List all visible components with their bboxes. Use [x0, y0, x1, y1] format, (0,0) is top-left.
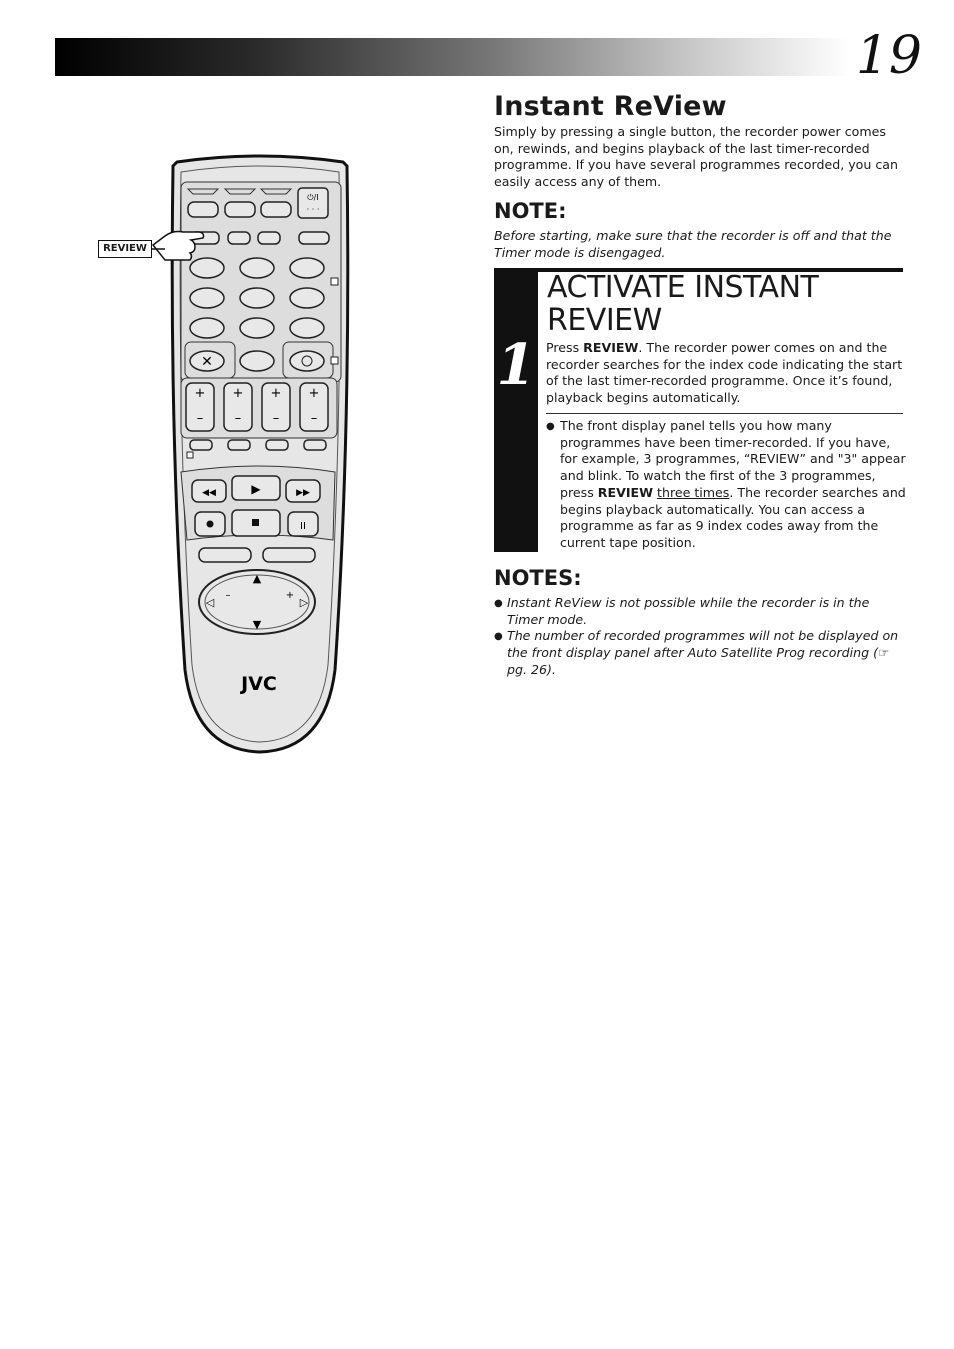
svg-text:▶▶: ▶▶	[296, 488, 310, 498]
notes-list-item	[494, 628, 906, 678]
notes-heading: NOTES:	[494, 566, 582, 590]
step-title	[547, 271, 907, 337]
section-title: Instant ReView	[494, 91, 727, 122]
step-title-line1: ACTIVATE INSTANT	[547, 270, 819, 305]
svg-text:+: +	[285, 590, 295, 601]
bullet-text-part1: The front display panel tells you how many programmes have been timer-recorded. If you have, for example, 3 programmes, “REVIEW” and "3" appear and blink. To watch the first of the 3 programmes, press	[560, 418, 906, 500]
svg-text:+: +	[308, 386, 320, 401]
step-number-block	[494, 272, 538, 552]
remote-brand-logo: JVC	[241, 673, 277, 695]
svg-text:–: –	[196, 411, 204, 426]
bullet-icon: ●	[546, 421, 555, 432]
review-key-label: REVIEW	[583, 340, 639, 355]
svg-text:· · ·: · · ·	[306, 205, 320, 214]
step-text-rest: . The recorder power comes on and the recorder searches for the index code indicating the start of the last timer-recorded programme. Once it’s found, playback begins automatically.	[546, 340, 903, 406]
svg-text:▲: ▲	[252, 572, 262, 585]
svg-text:▼: ▼	[252, 618, 262, 631]
svg-text:✕: ✕	[201, 354, 213, 370]
bullet-icon: ●	[494, 631, 503, 643]
step-text-prefix: Press	[546, 340, 584, 355]
svg-text:◁: ◁	[205, 596, 215, 609]
notes-item-text: Instant ReView is not possible while the recorder is in the Timer mode.	[507, 595, 870, 627]
svg-text:◀◀: ◀◀	[202, 488, 216, 498]
svg-text:II: II	[300, 521, 306, 532]
note-heading: NOTE:	[494, 199, 567, 223]
svg-text:+: +	[194, 386, 206, 401]
bullet-underlined-text: three times	[657, 484, 730, 500]
bullet-text-part2: . The recorder searches and begins playback automatically. You can access a programme as far as 9 index codes away from the current tape position.	[560, 484, 906, 550]
step-bullet	[546, 418, 906, 552]
svg-text:–: –	[225, 590, 231, 601]
step-divider	[546, 413, 903, 414]
notes-list	[494, 595, 906, 679]
note-text: Before starting, make sure that the recorder is off and that the Timer mode is disengaged.	[494, 228, 892, 260]
svg-text:–: –	[310, 411, 318, 426]
bullet-icon: ●	[494, 598, 503, 609]
svg-text:–: –	[234, 411, 242, 426]
step-number: 1	[496, 332, 536, 398]
svg-text:+: +	[232, 386, 244, 401]
step-instructions	[546, 340, 906, 407]
review-callout-label: REVIEW	[98, 240, 152, 258]
svg-text:▷: ▷	[299, 596, 309, 609]
svg-text:⏻/I: ⏻/I	[307, 193, 319, 202]
notes-item-text: The number of recorded programmes will not be displayed on the front display panel after Auto Satellite Prog recording (☞ pg. 26).	[507, 628, 899, 677]
bullet-review-key: REVIEW	[597, 484, 654, 500]
notes-list-item	[494, 595, 906, 628]
header-gradient-bar	[55, 38, 850, 76]
intro-paragraph: Simply by pressing a single button, the recorder power comes on, rewinds, and begins playback of the last timer-recorded programme. If you have several programmes recorded, you can easily access any of them.	[494, 124, 898, 190]
svg-text:–: –	[272, 411, 280, 426]
page-number: 19	[855, 26, 922, 86]
svg-text:+: +	[270, 386, 282, 401]
step-title-line2: REVIEW	[547, 303, 662, 338]
svg-text:▶: ▶	[251, 482, 261, 496]
